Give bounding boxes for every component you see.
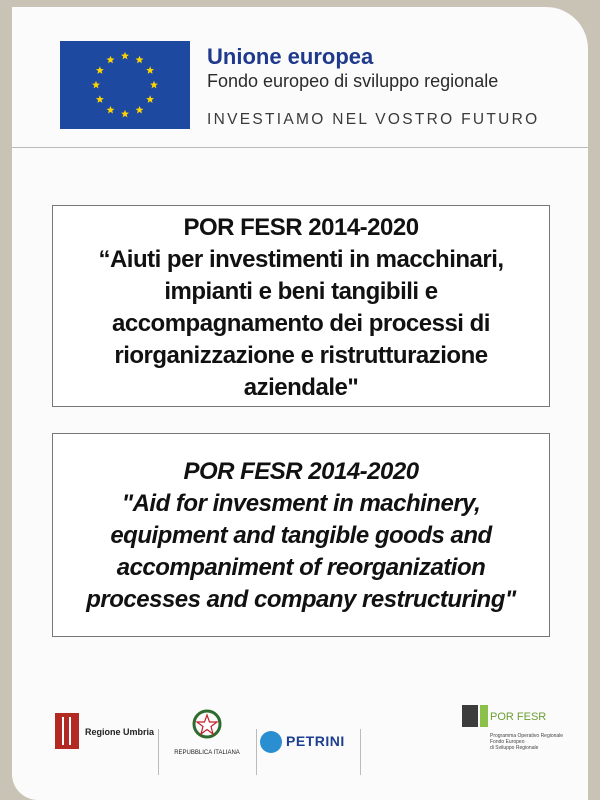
english-line: POR FESR 2014-2020 — [183, 458, 419, 485]
logo-separator — [256, 729, 257, 775]
por-fesr-emblem-icon — [462, 705, 478, 727]
eu-title: Unione europea — [207, 44, 374, 69]
petrini-label: PETRINI — [286, 733, 345, 749]
italian-title-box — [52, 205, 550, 407]
eu-star-icon — [96, 66, 104, 74]
poster-panel — [12, 7, 588, 800]
eu-flag-icon — [60, 41, 190, 129]
english-line: accompaniment of reorganization — [116, 554, 486, 581]
header-divider — [12, 147, 588, 148]
petrini-mark-icon — [260, 731, 282, 753]
por-fesr-subtitle: Programma Operativo Regionale Fondo Europeo di Sviluppo Regionale — [490, 733, 564, 751]
por-fesr-label: POR FESR — [490, 711, 547, 723]
por-fesr-logo — [462, 701, 572, 761]
english-title-box — [52, 433, 550, 637]
italian-emblem-icon — [190, 707, 224, 743]
italian-line: POR FESR 2014-2020 — [183, 214, 419, 241]
eu-star-icon — [146, 95, 154, 103]
eu-star-icon — [96, 95, 104, 103]
umbria-label: Regione Umbria — [85, 727, 155, 737]
eu-star-icon — [150, 81, 158, 89]
italian-line: “Aiuti per investimenti in macchinari, — [98, 246, 504, 273]
italian-line: riorganizzazione e ristrutturazione — [114, 342, 488, 369]
eu-star-icon — [107, 106, 115, 114]
por-fesr-green-icon — [480, 705, 488, 727]
english-line: equipment and tangible goods and — [110, 522, 492, 549]
eu-motto: INVESTIAMO NEL VOSTRO FUTURO — [207, 111, 540, 128]
english-line: processes and company restructuring" — [86, 586, 516, 613]
logo-separator — [158, 729, 159, 775]
eu-fund-name: Fondo europeo di sviluppo regionale — [207, 71, 499, 91]
italian-line: aziendale" — [243, 374, 359, 401]
eu-stars-icon — [60, 41, 190, 129]
logo-separator — [360, 729, 361, 775]
eu-star-icon — [121, 110, 129, 118]
eu-star-icon — [92, 81, 100, 89]
repubblica-label: REPUBBLICA ITALIANA — [174, 750, 240, 756]
english-line: "Aid for invesment in machinery, — [121, 490, 481, 517]
italian-line: impianti e beni tangibili e — [164, 278, 438, 305]
eu-header — [12, 7, 588, 147]
italian-line: accompagnamento dei processi di — [112, 310, 490, 337]
eu-star-icon — [136, 56, 144, 64]
eu-star-icon — [121, 52, 129, 60]
eu-star-icon — [107, 56, 115, 64]
eu-star-icon — [146, 66, 154, 74]
eu-star-icon — [136, 106, 144, 114]
umbria-emblem-icon — [55, 713, 79, 749]
footer-logos — [12, 697, 588, 777]
repubblica-italiana-logo — [172, 707, 242, 756]
